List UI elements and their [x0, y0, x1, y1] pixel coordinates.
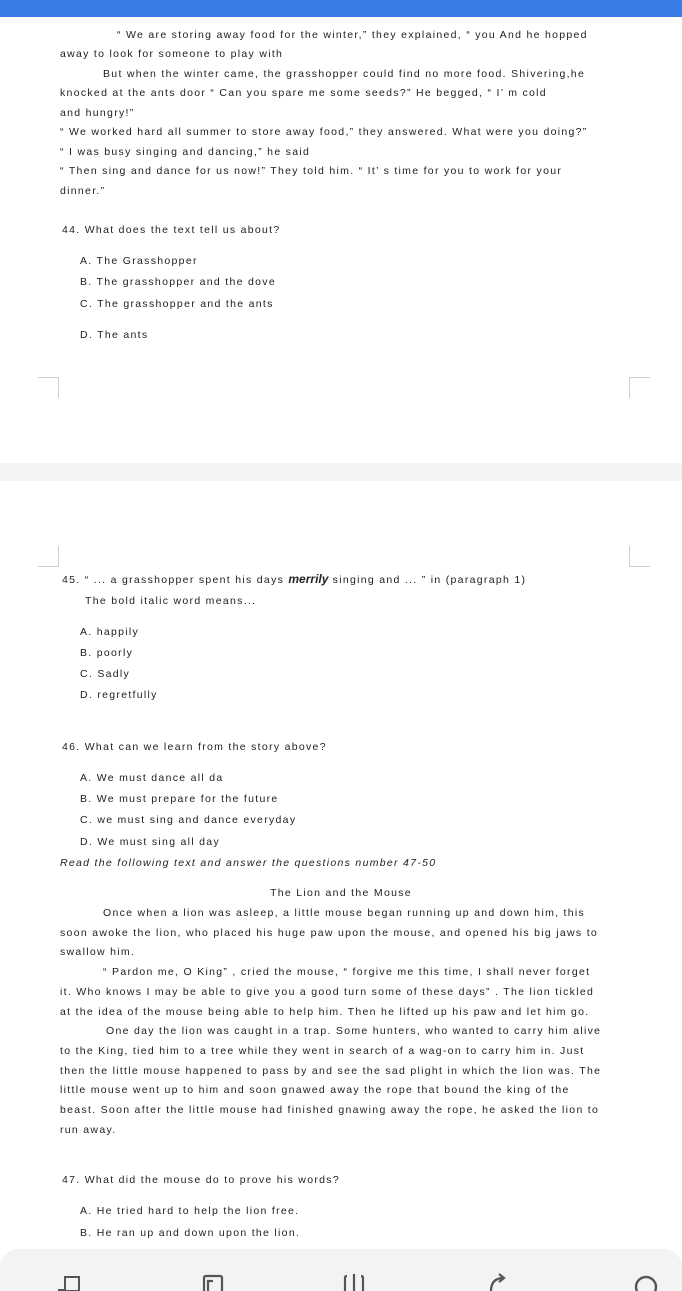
- option-47-a[interactable]: A. He tried hard to help the lion free.: [80, 1205, 300, 1217]
- question-45-suffix: singing and ... ” in (paragraph 1): [332, 574, 527, 586]
- story-line: at the idea of the mouse being able to help him. Then he lifted up his paw and let him go.: [60, 1006, 590, 1018]
- square-icon[interactable]: [58, 1272, 82, 1291]
- page-separator: [0, 463, 682, 481]
- instruction: Read the following text and answer the questions number 47-50: [60, 857, 437, 869]
- option-44-d[interactable]: D. The ants: [80, 329, 149, 341]
- story-line: to the King, tied him to a tree while they went in search of a wag-on to carry him in. Just: [60, 1045, 585, 1057]
- option-45-d[interactable]: D. regretfully: [80, 689, 158, 701]
- page-corner: [38, 546, 59, 567]
- story-line: away to look for someone to play with: [60, 48, 284, 60]
- story-line: run away.: [60, 1124, 117, 1136]
- scan-icon[interactable]: [342, 1272, 366, 1291]
- story-line: Once when a lion was asleep, a little mouse began running up and down him, this: [103, 907, 586, 919]
- story-line: soon awoke the lion, who placed his huge paw upon the mouse, and opened his big jaws to: [60, 927, 599, 939]
- page-corner: [38, 377, 59, 398]
- question-46: 46. What can we learn from the story above?: [62, 741, 327, 753]
- question-45-prefix: 45. “ ... a grasshopper spent his days: [62, 574, 285, 586]
- story-line: But when the winter came, the grasshopper could find no more food. Shivering,he: [103, 68, 586, 80]
- option-46-a[interactable]: A. We must dance all da: [80, 772, 224, 784]
- story-line: “ Then sing and dance for us now!” They told him. “ It’ s time for you to work for your: [60, 165, 563, 177]
- question-47: 47. What did the mouse do to prove his words?: [62, 1174, 340, 1186]
- story-line: “ We are storing away food for the winter,” they explained, “ you And he hopped: [117, 29, 588, 41]
- story-line: it. Who knows I may be able to give you a good turn some of these days” . The lion tickled: [60, 986, 595, 998]
- page-corner: [629, 546, 650, 567]
- option-46-d[interactable]: D. We must sing all day: [80, 836, 220, 848]
- story-line: swallow him.: [60, 946, 136, 958]
- story-line: then the little mouse happened to pass by and see the sad plight in which the lion was. The: [60, 1065, 602, 1077]
- rotate-icon[interactable]: [487, 1272, 511, 1291]
- story-line: and hungry!”: [60, 107, 135, 119]
- story-line: “ We worked hard all summer to store away food,” they answered. What were you doing?”: [60, 126, 588, 138]
- option-44-c[interactable]: C. The grasshopper and the ants: [80, 298, 274, 310]
- story-line: beast. Soon after the little mouse had finished gnawing away the rope, he asked the lion to: [60, 1104, 600, 1116]
- option-46-c[interactable]: C. we must sing and dance everyday: [80, 814, 297, 826]
- option-45-a[interactable]: A. happily: [80, 626, 140, 638]
- story-line: One day the lion was caught in a trap. Some hunters, who wanted to carry him alive: [106, 1025, 602, 1037]
- question-45: [62, 573, 526, 587]
- option-47-b[interactable]: B. He ran up and down upon the lion.: [80, 1227, 301, 1239]
- story-title: The Lion and the Mouse: [270, 887, 412, 899]
- question-45-sub: The bold italic word means...: [85, 595, 257, 607]
- bottom-toolbar: [0, 1249, 682, 1291]
- page-corner: [629, 377, 650, 398]
- search-icon[interactable]: [634, 1272, 658, 1291]
- top-bar: [0, 0, 682, 17]
- story-line: “ Pardon me, O King” , cried the mouse, “ forgive me this time, I shall never forget: [103, 966, 591, 978]
- story-line: knocked at the ants door “ Can you spare me some seeds?” He begged, “ I’ m cold: [60, 87, 547, 99]
- story-line: dinner.”: [60, 185, 106, 197]
- crop-icon[interactable]: [201, 1272, 225, 1291]
- option-44-a[interactable]: A. The Grasshopper: [80, 255, 198, 267]
- option-44-b[interactable]: B. The grasshopper and the dove: [80, 276, 276, 288]
- question-44: 44. What does the text tell us about?: [62, 224, 281, 236]
- option-45-c[interactable]: C. Sadly: [80, 668, 131, 680]
- option-46-b[interactable]: B. We must prepare for the future: [80, 793, 279, 805]
- story-line: little mouse went up to him and soon gnawed away the rope that bound the king of the: [60, 1084, 570, 1096]
- bold-italic-word: merrily: [288, 572, 329, 586]
- story-line: “ I was busy singing and dancing,” he said: [60, 146, 311, 158]
- option-45-b[interactable]: B. poorly: [80, 647, 134, 659]
